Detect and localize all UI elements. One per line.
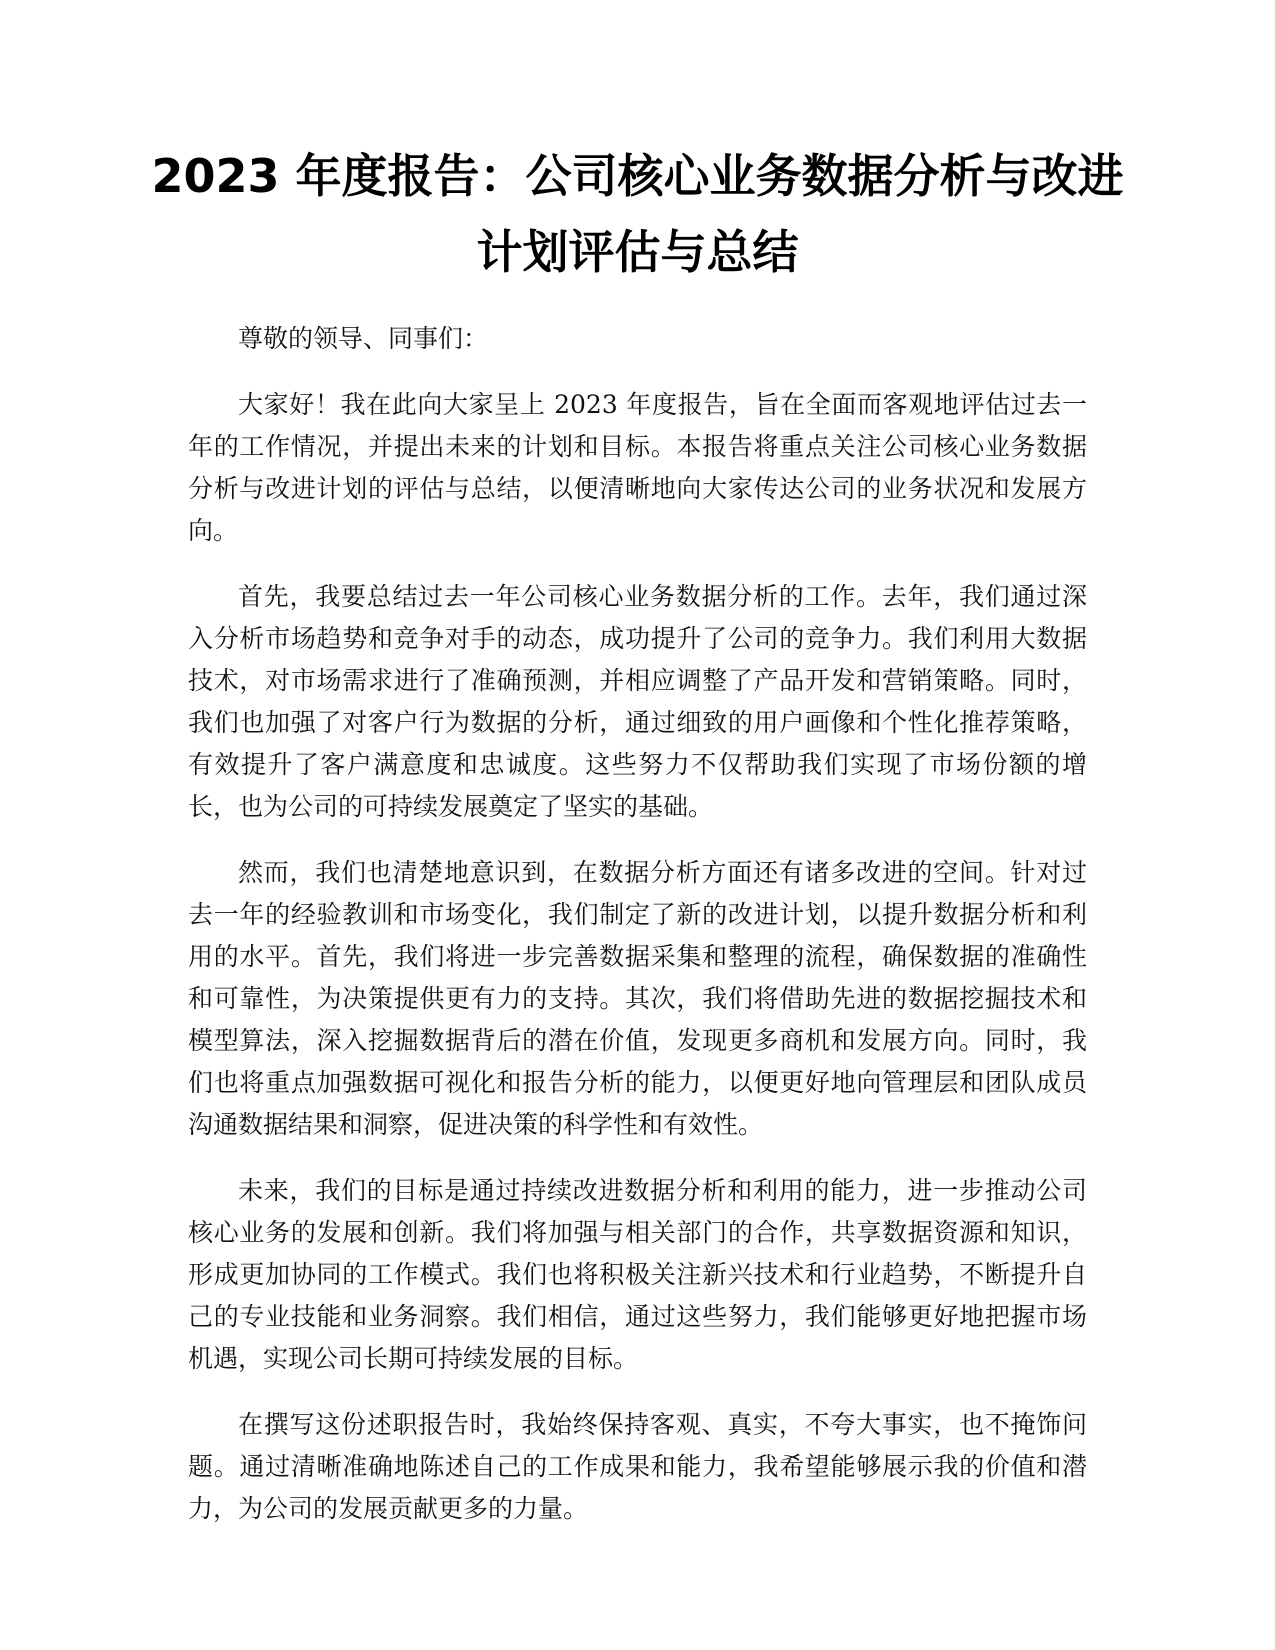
document-body xyxy=(188,318,1087,1554)
salutation: 尊敬的领导、同事们： xyxy=(238,324,489,353)
paragraph-closing: 在撰写这份述职报告时，我始终保持客观、真实，不夸大事实，也不掩饰问题。通过清晰准确地陈述自己的工作成果和能力，我希望能够展示我的价值和潜力，为公司的发展贡献更多的力量。 xyxy=(188,1410,1087,1523)
document-title: 2023 年度报告：公司核心业务数据分析与改进计划评估与总结 xyxy=(151,149,1124,279)
paragraph-summary: 首先，我要总结过去一年公司核心业务数据分析的工作。去年，我们通过深入分析市场趋势和竞争对手的动态，成功提升了公司的竞争力。我们利用大数据技术，对市场需求进行了准确预测，并相应调整了产品开发和营销策略。同时，我们也加强了对客户行为数据的分析，通过细致的用户画像和个性化推荐策略，有效提升了客户满意度和忠诚度。这些努力不仅帮助我们实现了市场份额的增长，也为公司的可持续发展奠定了坚实的基础。 xyxy=(188,582,1087,821)
paragraph-future-goals: 未来，我们的目标是通过持续改进数据分析和利用的能力，进一步推动公司核心业务的发展和创新。我们将加强与相关部门的合作，共享数据资源和知识，形成更加协同的工作模式。我们也将积极关注新兴技术和行业趋势，不断提升自己的专业技能和业务洞察。我们相信，通过这些努力，我们能够更好地把握市场机遇，实现公司长期可持续发展的目标。 xyxy=(188,1176,1087,1373)
paragraph-intro: 大家好！我在此向大家呈上 2023 年度报告，旨在全面而客观地评估过去一年的工作情况，并提出未来的计划和目标。本报告将重点关注公司核心业务数据分析与改进计划的评估与总结，以便清晰地向大家传达公司的业务状况和发展方向。 xyxy=(188,390,1087,545)
paragraph-improvement-plan: 然而，我们也清楚地意识到，在数据分析方面还有诸多改进的空间。针对过去一年的经验教训和市场变化，我们制定了新的改进计划，以提升数据分析和利用的水平。首先，我们将进一步完善数据采集和整理的流程，确保数据的准确性和可靠性，为决策提供更有力的支持。其次，我们将借助先进的数据挖掘技术和模型算法，深入挖掘数据背后的潜在价值，发现更多商机和发展方向。同时，我们也将重点加强数据可视化和报告分析的能力，以便更好地向管理层和团队成员沟通数据结果和洞察，促进决策的科学性和有效性。 xyxy=(188,858,1087,1139)
